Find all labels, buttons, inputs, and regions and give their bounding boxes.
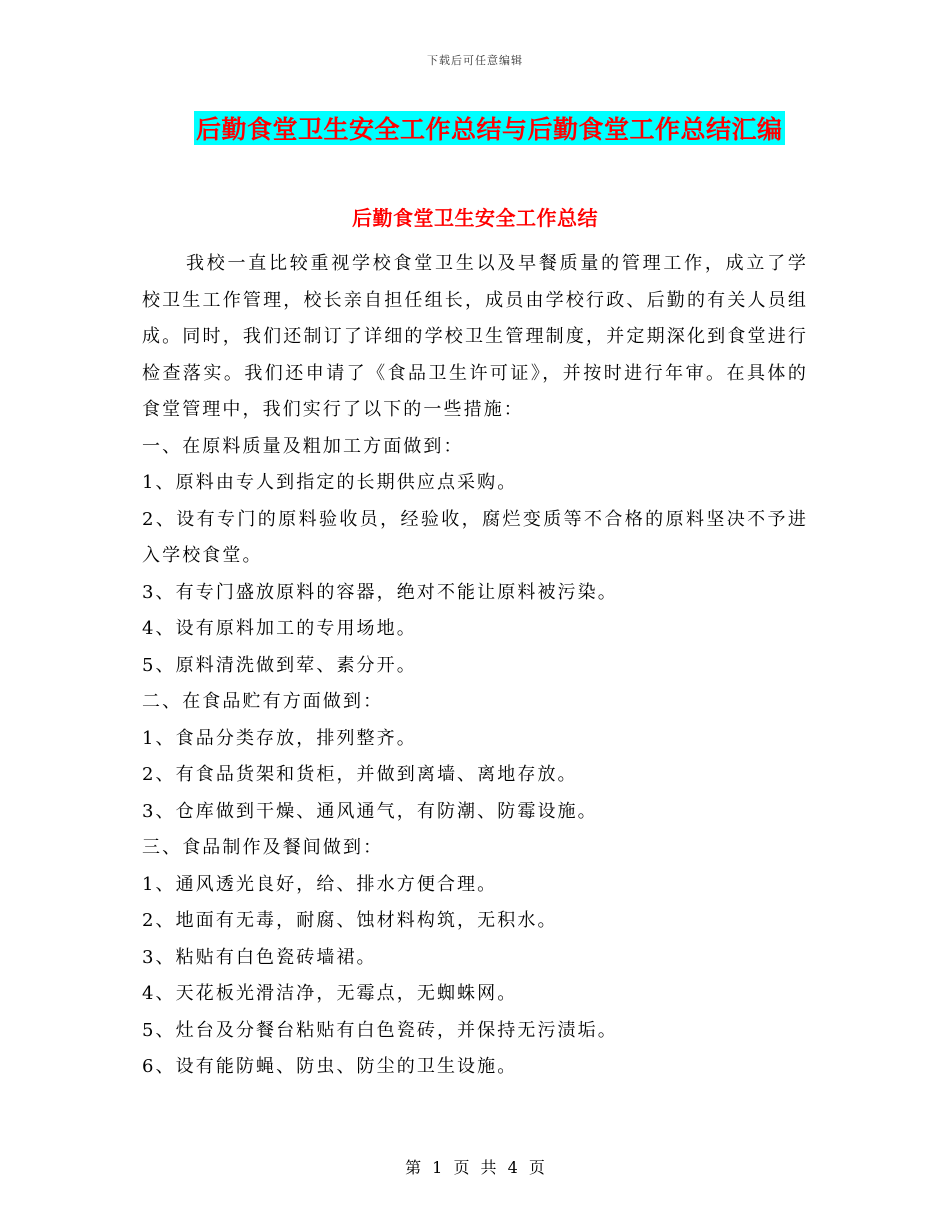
list-item: 4、设有原料加工的专用场地。 (142, 618, 417, 639)
main-title: 后勤食堂卫生安全工作总结与后勤食堂工作总结汇编 (196, 115, 783, 144)
page-header-note: 下载后可任意编辑 (427, 54, 523, 67)
list-item: 5、原料清洗做到荤、素分开。 (142, 654, 417, 676)
page-footer: 第 1 页 共 4 页 (405, 1158, 545, 1177)
section-heading-2: 二、在食品贮有方面做到： (142, 691, 384, 712)
list-item: 3、粘贴有白色瓷砖墙裙。 (142, 946, 377, 968)
document-body (142, 246, 808, 1086)
list-item: 5、灶台及分餐台粘贴有白色瓷砖，并保持无污渍垢。 (142, 1019, 618, 1041)
list-item: 1、食品分类存放，排列整齐。 (142, 727, 417, 749)
section-heading-3: 三、食品制作及餐间做到： (142, 837, 384, 858)
section-heading-1: 一、在原料质量及粗加工方面做到： (142, 435, 464, 457)
list-item: 2、地面有无毒，耐腐、蚀材料构筑，无积水。 (142, 910, 558, 931)
list-item: 6、设有能防蝇、防虫、防尘的卫生设施。 (142, 1056, 518, 1077)
list-item: 3、仓库做到干燥、通风通气，有防潮、防霉设施。 (142, 800, 598, 822)
list-item: 1、通风透光良好，给、排水方便合理。 (142, 873, 498, 895)
list-item: 1、原料由专人到指定的长期供应点采购。 (142, 472, 518, 493)
section-title: 后勤食堂卫生安全工作总结 (352, 206, 598, 230)
main-title-highlight (194, 111, 785, 145)
list-item: 3、有专门盛放原料的容器，绝对不能让原料被污染。 (142, 581, 618, 603)
list-item: 2、设有专门的原料验收员，经验收，腐烂变质等不合格的原料坚决不予进入学校食堂。 (142, 508, 808, 566)
list-item: 4、天花板光滑洁净，无霉点，无蜘蛛网。 (142, 983, 518, 1004)
list-item: 2、有食品货架和货柜，并做到离墙、离地存放。 (142, 764, 578, 785)
intro-paragraph: 我校一直比较重视学校食堂卫生以及早餐质量的管理工作，成立了学校卫生工作管理，校长亲自担任组长，成员由学校行政、后勤的有关人员组成。同时，我们还制订了详细的学校卫生管理制度，并定期深化到食堂进行检查落实。我们还申请了《食品卫生许可证》，并按时进行年审。在具体的食堂管理中，我们实行了以下的一些措施： (142, 253, 808, 420)
